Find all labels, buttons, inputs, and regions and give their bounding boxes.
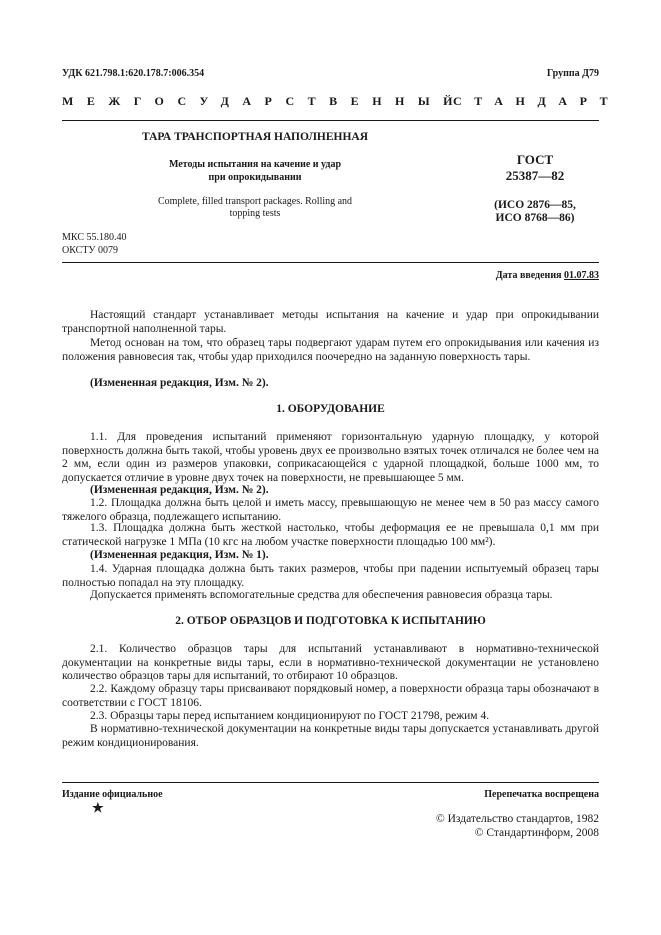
intro-note: (Измененная редакция, Изм. № 2). <box>90 377 269 389</box>
section1-note2: (Измененная редакция, Изм. № 1). <box>90 549 269 561</box>
official-edition: Издание официальное <box>62 789 163 800</box>
section1-heading: 1. ОБОРУДОВАНИЕ <box>276 403 385 415</box>
subtitle-line1: Методы испытания на качение и удар <box>168 159 342 170</box>
iso-line2: ИСО 8768—86) <box>495 212 575 224</box>
gost-number: 25387—82 <box>505 168 565 183</box>
iso-line1: (ИСО 2876—85, <box>494 199 576 211</box>
gost-label: ГОСТ <box>516 152 554 167</box>
subtitle-line2: при опрокидывании <box>208 172 302 183</box>
date-value: 01.07.83 <box>564 270 599 281</box>
section1-p4: 1.4. Ударная площадка должна быть таких размеров, чтобы при падении испытуемый образец тары полностью попадал на эту площадку. <box>62 563 599 589</box>
section1-p5: Допускается применять вспомогательные средства для обеспечения равновесия образца тары. <box>90 589 553 601</box>
section2-p3: 2.3. Образцы тары перед испытанием кондиционируют по ГОСТ 21798, режим 4. <box>90 710 490 722</box>
document-title: ТАРА ТРАНСПОРТНАЯ НАПОЛНЕННАЯ <box>141 131 369 143</box>
section1-p3: 1.3. Площадка должна быть жесткой настолько, чтобы деформация ее не превышала 0,1 мм при статической нагрузке 1 МПа (10 кгс на любом участке поверхности площадью 100 мм²). <box>62 522 599 548</box>
footer-rule <box>62 782 599 783</box>
section2-heading: 2. ОТБОР ОБРАЗЦОВ И ПОДГОТОВКА К ИСПЫТАНИЮ <box>175 615 486 627</box>
standard-word-standard: СТАНДАРТ <box>453 94 621 108</box>
okstu-code: ОКСТУ 0079 <box>62 245 119 256</box>
section2-p2: 2.2. Каждому образцу тары присваивают порядковый номер, а поверхности образца тары обозначают в соответствии с ГОСТ 18106. <box>62 683 599 709</box>
group-code: Группа Д79 <box>546 68 599 79</box>
mks-code: МКС 55.180.40 <box>62 232 127 243</box>
copyright-1982: © Издательство стандартов, 1982 <box>435 813 599 825</box>
section2-p1: 2.1. Количество образцов тары для испытаний устанавливают в нормативно-технической документации на конкретные виды тары, если в нормативно-технической документации не установлено количество образцов тары для испытаний, то отбирают 10 образцов. <box>62 643 599 683</box>
intro-paragraph-2: Метод основан на том, что образец тары подвергают ударам путем его опрокидывания или качения из положения равновесия так, чтобы удар приходился поочередно на заданную поверхность тары. <box>62 337 599 363</box>
standard-word-interstate: МЕЖГОСУДАРСТВЕННЫЙ <box>62 94 466 108</box>
section1-p2: 1.2. Площадка должна быть целой и иметь массу, превышающую не менее чем в 50 раз массу самого тяжелого образца, подлежащего испытанию. <box>62 497 599 523</box>
udk-code: УДК 621.798.1:620.178.7:006.354 <box>62 68 205 79</box>
copyright-2008: © Стандартинформ, 2008 <box>474 827 599 839</box>
title-rule <box>62 262 599 263</box>
header-rule <box>62 120 599 121</box>
reprint-prohibited: Перепечатка воспрещена <box>484 789 599 800</box>
section1-p1: 1.1. Для проведения испытаний применяют горизонтальную ударную площадку, у которой поверхность должна быть такой, чтобы уровень двух ее произвольно взятых точек отличался не более чем на 2 мм, если один из размеров упаковки, соприкасающейся с ударной площадкой, больше 1000 мм, то допускается отличие в уровне двух точек на поверхности, не превышающее 5 мм. <box>62 431 599 484</box>
date-label: Дата введения <box>495 270 562 281</box>
section1-note1: (Измененная редакция, Изм. № 2). <box>90 484 269 496</box>
effective-date <box>496 270 599 281</box>
english-title-line1: Complete, filled transport packages. Rolling and <box>157 196 353 207</box>
star-icon: ★ <box>92 800 104 815</box>
english-title-line2: topping tests <box>229 208 281 219</box>
intro-paragraph-1: Настоящий стандарт устанавливает методы испытания на качение и удар при опрокидывании транспортной наполненной тары. <box>62 309 599 335</box>
section2-p4: В нормативно-технической документации на конкретные виды тары допускается устанавливать другой режим кондиционирования. <box>62 723 599 749</box>
